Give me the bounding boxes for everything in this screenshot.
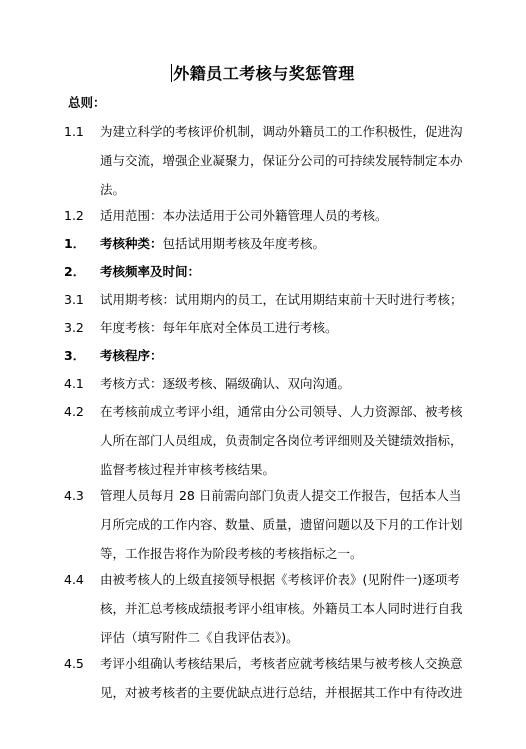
- clause-line: 考核方式：逐级考核、隔级确认、双向沟通。: [100, 376, 351, 391]
- clause-line: 适用范围：本办法适用于公司外籍管理人员的考核。: [100, 208, 388, 223]
- clause-number: 4.4: [64, 572, 84, 587]
- clause-body: [100, 285, 484, 314]
- clause-body: [100, 313, 484, 342]
- clause-line: 为建立科学的考核评价机制，调动外籍员工的工作积极性，促进沟: [100, 124, 463, 139]
- section-3: [64, 341, 484, 370]
- section-line: [100, 341, 484, 370]
- section-1: [64, 229, 484, 258]
- clause-4-2: [64, 397, 484, 484]
- clause-line: 考评小组确认考核结果后，考核者应就考核结果与被考核人交换意: [100, 656, 463, 671]
- clause-number: 4.3: [64, 488, 84, 503]
- clause-line: 在考核前成立考评小组，通常由分公司领导、人力资源部、被考核: [100, 404, 463, 419]
- clause-line: 监督考核过程并审核考核结果。: [100, 462, 276, 477]
- clause-line: 评估（填写附件二《自我评估表》)。: [100, 630, 299, 645]
- clause-number: 3.2: [64, 320, 84, 335]
- clause-line: 管理人员每月 28 日前需向部门负责人提交工作报告，包括本人当: [100, 488, 462, 503]
- clause-number: 4.1: [64, 376, 84, 391]
- clause-line: 法。: [100, 182, 126, 197]
- section-text: 包括试用期考核及年度考核。: [162, 236, 326, 251]
- clause-body: [100, 117, 484, 204]
- section-line: [100, 229, 484, 258]
- clause-number: 4.2: [64, 404, 84, 419]
- section-label: 考核频率及时间：: [100, 264, 201, 279]
- clause-body: [100, 397, 484, 484]
- clause-number: 1.2: [64, 208, 84, 223]
- clause-3-1: [64, 285, 484, 314]
- section-body: [100, 229, 484, 258]
- clause-number: 1.1: [64, 124, 84, 139]
- clause-number: 4.5: [64, 656, 84, 671]
- clause-line: 通与交流，增强企业凝聚力，保证分公司的可持续发展特制定本办: [100, 153, 463, 168]
- section-body: [100, 341, 484, 370]
- clause-line: 月所完成的工作内容、数量、质量，遗留问题以及下月的工作计划: [100, 517, 463, 532]
- clause-line: 等，工作报告将作为阶段考核的考核指标之一。: [100, 546, 363, 561]
- clause-1-1: [64, 117, 484, 204]
- clause-body: [100, 481, 484, 568]
- section-line: [100, 257, 484, 286]
- clause-line: 人所在部门人员组成，负责制定各岗位考评细则及关键绩效指标，: [100, 433, 463, 448]
- clause-line: 试用期考核：试用期内的员工，在试用期结束前十天时进行考核；: [100, 292, 463, 307]
- clause-1-2: [64, 201, 484, 230]
- clause-body: [100, 201, 484, 230]
- general-heading: 总则：: [68, 95, 106, 110]
- clause-3-2: [64, 313, 484, 342]
- clause-4-5: [64, 649, 484, 707]
- section-label: 考核程序：: [100, 348, 163, 363]
- clause-4-1: [64, 369, 484, 398]
- clause-body: [100, 565, 484, 652]
- clause-4-3: [64, 481, 484, 568]
- clause-line: 见，对被考核者的主要优缺点进行总结，并根据其工作中有待改进: [100, 685, 463, 700]
- section-number: 2．: [64, 264, 86, 279]
- section-body: [100, 257, 484, 286]
- clause-body: [100, 369, 484, 398]
- clause-line: 核，并汇总考核成绩报考评小组审核。外籍员工本人同时进行自我: [100, 601, 463, 616]
- section-number: 3．: [64, 348, 86, 363]
- clause-number: 3.1: [64, 292, 84, 307]
- clause-body: [100, 649, 484, 707]
- section-number: 1．: [64, 236, 86, 251]
- section-2: [64, 257, 484, 286]
- clause-4-4: [64, 565, 484, 652]
- clause-line: 由被考核人的上级直接领导根据《考核评价表》(见附件一)逐项考: [100, 572, 460, 587]
- section-label: 考核种类：: [100, 236, 163, 251]
- clause-line: 年度考核：每年年底对全体员工进行考核。: [100, 320, 338, 335]
- document-title: 外籍员工考核与奖惩管理: [173, 64, 355, 83]
